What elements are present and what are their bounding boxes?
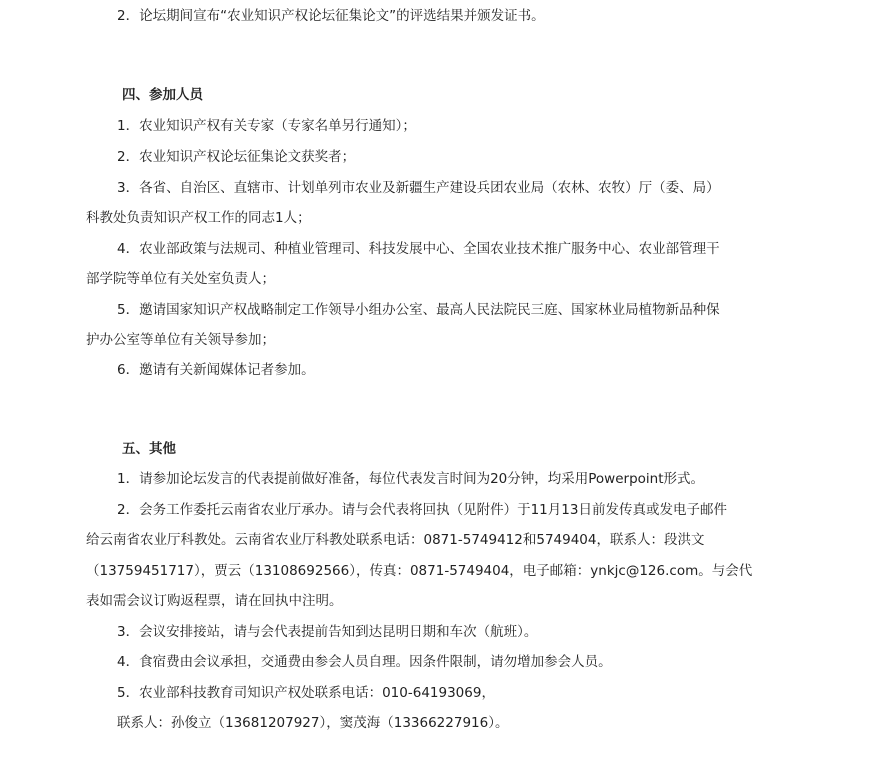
sec4-item-6: 6．邀请有关新闻媒体记者参加。: [117, 362, 315, 378]
sec3-item-2: 2．论坛期间宣布“农业知识产权论坛征集论文”的评选结果并颁发证书。: [117, 8, 545, 24]
sec5-item-2-line-4: 表如需会议订购返程票，请在回执中注明。: [86, 593, 343, 609]
sec5-item-5-line-1: 5．农业部科技教育司知识产权处联系电话：010-64193069，: [117, 685, 495, 701]
sec5-item-2-line-3: （13759451717），贾云（13108692566），传真：0871-5749404，电子邮箱：ynkjc@126.com。与会代: [86, 563, 753, 579]
sec4-item-5-line-2: 护办公室等单位有关领导参加；: [86, 332, 275, 348]
sec5-item-3: 3．会议安排接站，请与会代表提前告知到达昆明日期和车次（航班）。: [117, 624, 538, 640]
sec4-item-5-line-1: 5．邀请国家知识产权战略制定工作领导小组办公室、最高人民法院民三庭、国家林业局植物新品种保: [117, 302, 720, 318]
sec4-item-3-line-2: 科教处负责知识产权工作的同志1人；: [86, 210, 311, 226]
sec4-item-1: 1．农业知识产权有关专家（专家名单另行通知）；: [117, 118, 416, 134]
sec5-item-4: 4．食宿费由会议承担，交通费由参会人员自理。因条件限制，请勿增加参会人员。: [117, 654, 612, 670]
sec4-item-2: 2．农业知识产权论坛征集论文获奖者；: [117, 149, 356, 165]
sec5-item-5-line-2: 联系人：孙俊立（13681207927），窦茂海（13366227916）。: [117, 715, 509, 731]
sec4-item-4-line-1: 4．农业部政策与法规司、种植业管理司、科技发展中心、全国农业技术推广服务中心、农业部管理干: [117, 241, 720, 257]
sec4-item-3-line-1: 3．各省、自治区、直辖市、计划单列市农业及新疆生产建设兵团农业局（农林、农牧）厅（委、局）: [117, 180, 720, 196]
sec5-item-2-line-1: 2．会务工作委托云南省农业厅承办。请与会代表将回执（见附件）于11月13日前发传真或发电子邮件: [117, 502, 727, 518]
section-4-heading: 四、参加人员: [122, 87, 203, 103]
section-5-heading: 五、其他: [122, 441, 176, 457]
sec5-item-1: 1．请参加论坛发言的代表提前做好准备，每位代表发言时间为20分钟，均采用Powerpoint形式。: [117, 471, 705, 487]
sec4-item-4-line-2: 部学院等单位有关处室负责人；: [86, 271, 275, 287]
sec5-item-2-line-2: 给云南省农业厅科教处。云南省农业厅科教处联系电话：0871-5749412和5749404，联系人：段洪文: [86, 532, 705, 548]
